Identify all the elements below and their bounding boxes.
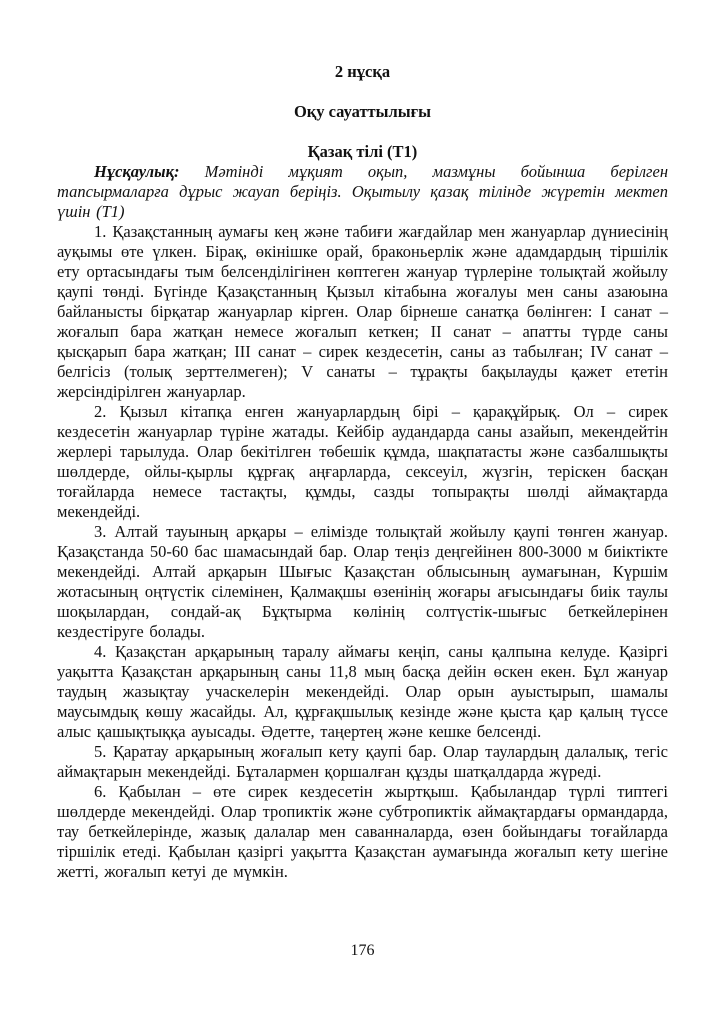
body-paragraph-2: 2. Қызыл кітапқа енген жануарлардың бірі – қарақұйрық. Ол – сирек кездесетін жануарлар түріне жатады. Кейбір аудандарда саны азайып, мекендейтін жерлері тарылуда. Олар бекітілген төбешік құмда, шақпатасты және сазбалшықты шөлдерде, ойлы-қырлы құрғақ аңғарларда, сексеуіл, жүзгін, теріскен басқан тоғайларда немесе тастақты, құмды, сазды топырақты шөлді аймақтарда мекендейді.: [57, 402, 668, 521]
body-paragraph-3: 3. Алтай тауының арқары – елімізде толықтай жойылу қаупі төнген жануар. Қазақстанда 50-60 бас шамасындай бар. Олар теңіз деңгейінен 800-3000 м биіктікте мекендейді. Алтай арқарын Шығыс Қазақстан облысының аумағынан, Күршім жотасының оңтүстік сілемінен, Қалмақшы өзенінің жоғары ағысындағы биік таулы шоқылардан, сондай-ақ Бұқтырма көлінің солтүстік-шығыс беткейлерінен кездестіруге болады.: [57, 522, 668, 641]
body-paragraph-4: 4. Қазақстан арқарының таралу аймағы кеңіп, саны қалпына келуде. Қазіргі уақытта Қазақстан арқарының саны 11,8 мың басқа дейін өскен екен. Бұл жануар таудың жазықтау учаскелерін мекендейді. Олар орын ауыстырып, шамалы маусымдық көшу жасайды. Ал, құрғақшылық кезінде және қыста қар қалың түссе алыс қашықтыққа ауысады. Әдетте, таңертең және кешке белсенді.: [57, 642, 668, 741]
variant-title: 2 нұсқа: [334, 62, 391, 81]
page-number: 176: [350, 942, 375, 959]
subject-title: Қазақ тілі (Т1): [307, 142, 418, 161]
body-paragraph-6: 6. Қабылан – өте сирек кездесетін жыртқыш. Қабыландар түрлі типтегі шөлдерде мекендейді. Олар тропиктік және субтропиктік аймақтардағы ормандарда, тау беткейлерінде, жазық далалар мен саванналарда, өзен бойындағы тоғайларда тіршілік етеді. Қабылан қазіргі уақытта Қазақстан аумағында жоғалып кету шегіне жетті, жоғалып кетуі де мүмкін.: [57, 782, 668, 881]
body-paragraph-5: 5. Қаратау арқарының жоғалып кету қаупі бар. Олар таулардың далалық, тегіс аймақтарын мекендейді. Бұталармен қоршалған құзды шатқалдарда жүреді.: [57, 742, 668, 781]
instruction-label: Нұсқаулық:: [94, 162, 180, 181]
section-title: Оқу сауаттылығы: [293, 102, 432, 121]
instruction-text: Мәтінді мұқият оқып, мазмұны бойынша берілген тапсырмаларға дұрыс жауап беріңіз. Оқытылу қазақ тілінде жүретін мектеп үшін (Т1): [57, 162, 668, 221]
body-paragraph-1: 1. Қазақстанның аумағы кең және табиғи жағдайлар мен жануарлар дүниесінің ауқымы өте үлкен. Бірақ, өкінішке орай, браконьерлік және адамдардың тіршілік ету ортасындағы тым белсенділігінен көптеген жануар түрлеріне толықтай жойылу қаупі төнді. Бүгінде Қазақстанның Қызыл кітабына жоғалуы мен саны азаюына байланысты бірқатар жануарлар кірген. Олар бірнеше санатқа бөлінген: I санат – жоғалып бара жатқан немесе жоғалып кеткен; II санат – апатты түрде саны қысқарып бара жатқан; III санат – сирек кездесетін, саны аз табылған; IV санат – белгісіз (толық зерттелмеген); V санаты – тұрақты бақылауды қажет ететін жерсіндірілген жануарлар.: [57, 222, 668, 401]
instruction-paragraph: [57, 162, 668, 222]
